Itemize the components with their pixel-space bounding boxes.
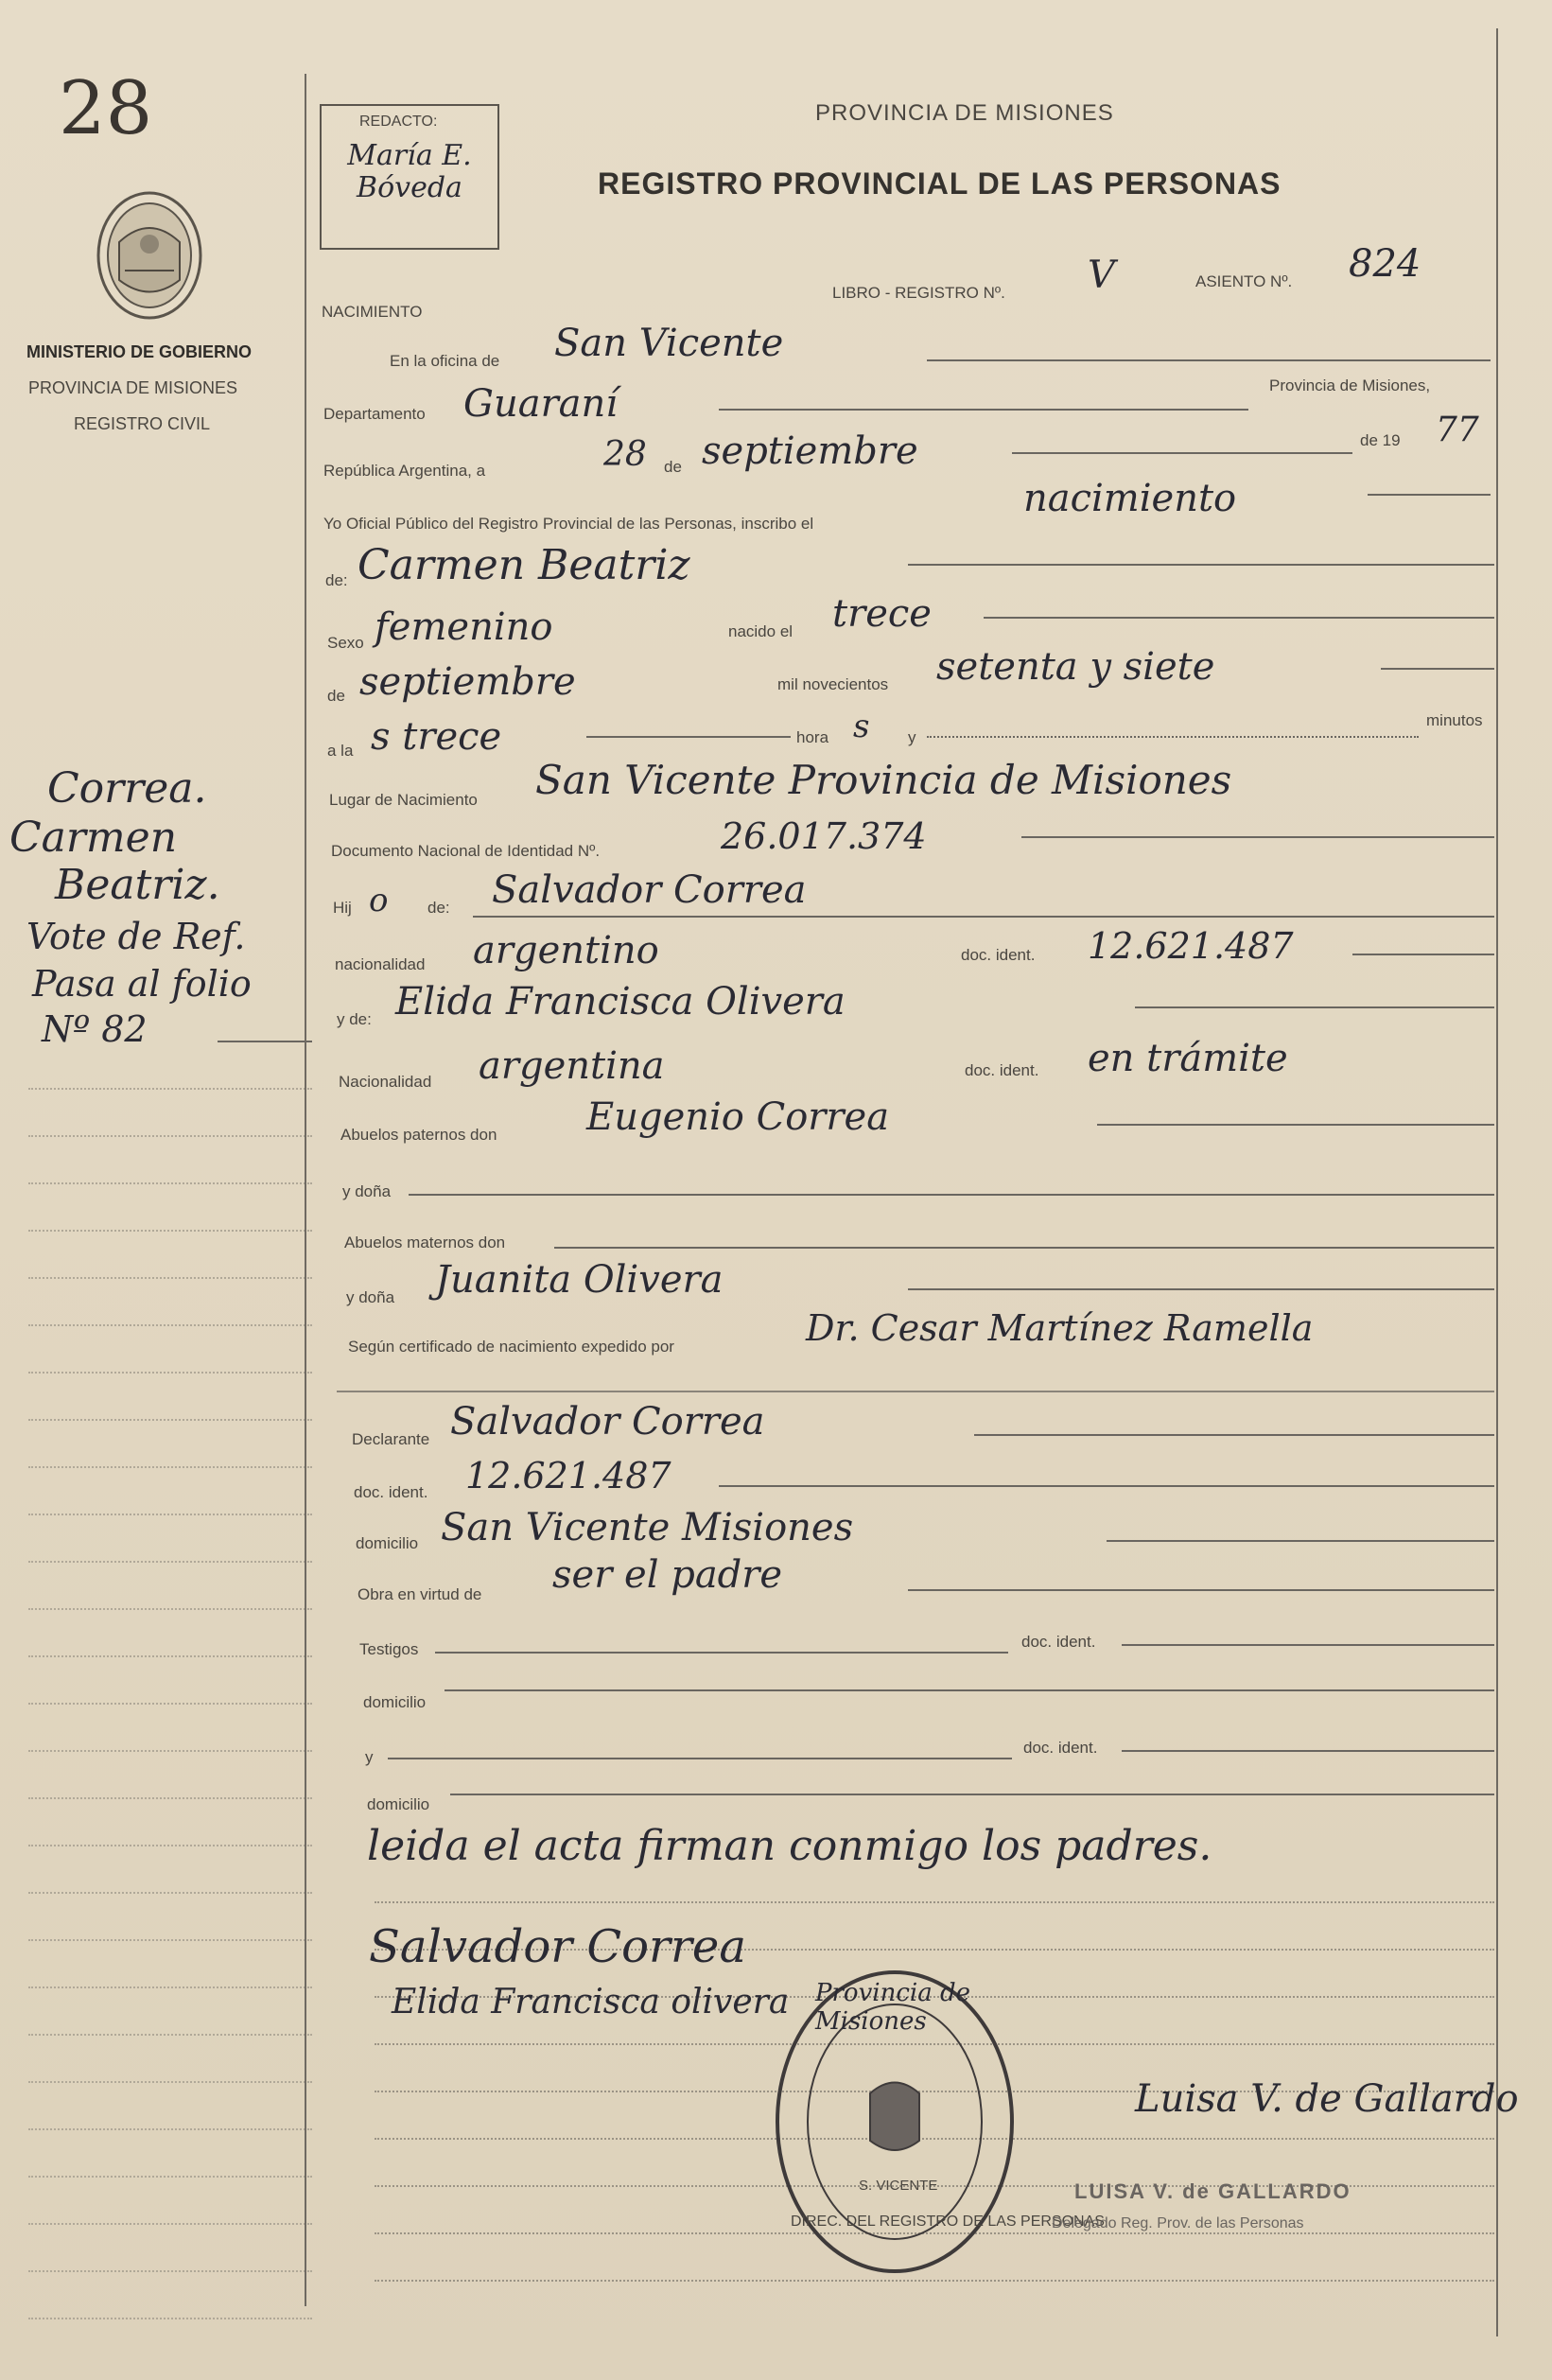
lugar-label: Lugar de Nacimiento: [329, 791, 478, 809]
header-province: PROVINCIA DE MISIONES: [815, 100, 1114, 126]
doc-madre-value: en trámite: [1088, 1037, 1288, 1080]
margin-rule: [28, 1277, 312, 1279]
margin-note-surname: Correa.: [47, 764, 207, 813]
ydona2-label: y doña: [346, 1288, 395, 1306]
nac-padre-value: argentino: [473, 929, 659, 972]
margin-rule: [28, 1892, 312, 1894]
coat-of-arms-icon: [91, 185, 208, 325]
redacto-label: REDACTO:: [359, 114, 438, 130]
margin-rule: [28, 2081, 312, 2083]
test-doc2-label: doc. ident.: [1023, 1739, 1098, 1757]
ab-mat-label: Abuelos maternos don: [344, 1234, 506, 1251]
signature-father: Salvador Correa: [369, 1920, 746, 1973]
sexo-label: Sexo: [327, 634, 364, 652]
fecha-anio: 77: [1436, 411, 1479, 449]
ab-mat-dona-value: Juanita Olivera: [435, 1258, 724, 1302]
nacido-anio: setenta y siete: [936, 645, 1215, 689]
margin-note-name1: Carmen: [9, 814, 178, 862]
margin-rule: [28, 1419, 312, 1421]
margin-rule: [28, 1655, 312, 1657]
margin-rule: [28, 2034, 312, 2036]
form-right-border: [1496, 28, 1498, 2336]
ministry-line1: MINISTERIO DE GOBIERNO: [26, 342, 253, 361]
fill-line: [1122, 1750, 1494, 1752]
stamp-center-text: S. VICENTE: [859, 2178, 938, 2194]
fill-line: [1107, 1540, 1494, 1542]
fill-line: [1381, 668, 1494, 670]
official-title: Delegado Reg. Prov. de las Personas: [1052, 2215, 1304, 2231]
blank-rule: [375, 1901, 1494, 1903]
fecha-de19-label: de 19: [1360, 431, 1401, 449]
nacido-dia: trece: [832, 592, 932, 636]
fill-line: [1122, 1644, 1494, 1646]
provincia-label: Provincia de Misiones,: [1269, 376, 1431, 394]
fill-line: [1097, 1124, 1494, 1126]
fill-line: [450, 1794, 1494, 1795]
y2-label: y: [365, 1748, 374, 1766]
section-divider: [337, 1391, 1494, 1392]
margin-note-ref: Vote de Ref.: [26, 916, 246, 957]
margin-rule: [28, 1608, 312, 1610]
margin-rule: [28, 1324, 312, 1326]
ala-value: s trece: [371, 715, 502, 759]
margin-rule: [28, 2223, 312, 2225]
dni-value: 26.017.374: [721, 815, 927, 857]
fill-line: [388, 1758, 1012, 1759]
nombre-value: Carmen Beatriz: [357, 541, 690, 589]
oficina-label: En la oficina de: [390, 352, 500, 370]
minutos-label: minutos: [1426, 711, 1483, 729]
dec-doc-label: doc. ident.: [354, 1483, 428, 1501]
madre-value: Elida Francisca Olivera: [395, 980, 846, 1024]
y-label: y: [908, 728, 916, 746]
milnov-label: mil novecientos: [777, 675, 889, 693]
margin-rule: [28, 1372, 312, 1374]
fill-line: [984, 617, 1494, 619]
obra-label: Obra en virtud de: [357, 1585, 482, 1603]
stamp-inner-text: DIREC. DEL REGISTRO DE LAS PERSONAS: [791, 2214, 1105, 2230]
libro-label: LIBRO - REGISTRO Nº.: [832, 284, 1005, 302]
fill-line: [554, 1247, 1494, 1249]
margin-rule: [28, 2176, 312, 2178]
fecha-dia: 28: [603, 435, 647, 474]
margin-rule: [28, 1088, 312, 1090]
sexo-value: femenino: [375, 605, 553, 649]
dom2-label: domicilio: [363, 1693, 427, 1711]
test-doc-label: doc. ident.: [1021, 1633, 1096, 1651]
fill-line: [927, 736, 1419, 738]
signature-official: Luisa V. de Gallardo: [1135, 2077, 1519, 2121]
asiento-label: ASIENTO Nº.: [1195, 272, 1293, 290]
inscribo-value: nacimiento: [1023, 477, 1237, 520]
official-stamp: [772, 1966, 1105, 2278]
ala-label: a la: [327, 742, 354, 760]
hijo-suffix: o: [369, 882, 389, 919]
margin-rule: [28, 1230, 312, 1232]
margin-rule: [28, 2128, 312, 2130]
fill-line: [974, 1434, 1494, 1436]
fill-line: [473, 916, 1494, 918]
oficina-value: San Vicente: [554, 322, 784, 365]
margin-rule: [28, 1939, 312, 1941]
testigos-label: Testigos: [359, 1640, 419, 1658]
cert-label: Según certificado de nacimiento expedido por: [348, 1338, 674, 1356]
margin-rule: [28, 1703, 312, 1705]
margin-rule: [28, 2270, 312, 2272]
nac-padre-label: nacionalidad: [335, 955, 426, 973]
cert-value: Dr. Cesar Martínez Ramella: [806, 1307, 1314, 1349]
obra-value: ser el padre: [552, 1553, 783, 1597]
asiento-value: 824: [1349, 242, 1421, 286]
dec-doc-value: 12.621.487: [465, 1455, 671, 1496]
margin-note-name2: Beatriz.: [55, 861, 220, 909]
header-title: REGISTRO PROVINCIAL DE LAS PERSONAS: [598, 166, 1282, 201]
fill-line: [719, 409, 1248, 411]
margin-note-folio: Pasa al folio: [32, 963, 252, 1005]
nac-madre-label: Nacionalidad: [339, 1073, 432, 1091]
margin-rule: [28, 1986, 312, 1988]
margin-note-folio-number: Nº 82: [42, 1008, 148, 1050]
form-left-border: [305, 74, 306, 2306]
dni-label: Documento Nacional de Identidad Nº.: [331, 842, 601, 860]
margin-underline: [218, 1041, 312, 1042]
madre-label: y de:: [337, 1010, 372, 1028]
ab-pat-label: Abuelos paternos don: [340, 1126, 497, 1144]
hora-value: s: [853, 708, 870, 745]
ministry-line3: REGISTRO CIVIL: [74, 414, 211, 433]
nac-madre-value: argentina: [479, 1044, 665, 1088]
redacto-box: [320, 104, 499, 250]
margin-rule: [28, 2318, 312, 2319]
inscribo-label: Yo Oficial Público del Registro Provincial de las Personas, inscribo el: [323, 515, 814, 533]
domicilio-value: San Vicente Misiones: [441, 1506, 854, 1549]
stamp-outer-text: Provincia de Misiones: [815, 1979, 970, 2036]
fill-line: [1021, 836, 1494, 838]
fill-line: [908, 1288, 1494, 1290]
fill-line: [409, 1194, 1494, 1196]
declarante-label: Declarante: [352, 1430, 430, 1448]
fill-line: [927, 359, 1491, 361]
fill-line: [908, 564, 1494, 566]
ab-pat-value: Eugenio Correa: [586, 1095, 890, 1139]
folio-number: 28: [59, 66, 153, 151]
fill-line: [586, 736, 791, 738]
fecha-mes: septiembre: [702, 429, 918, 473]
hijo-label: Hij: [333, 899, 352, 917]
doc-madre-label: doc. ident.: [965, 1061, 1039, 1079]
margin-rule: [28, 1561, 312, 1563]
padre-value: Salvador Correa: [492, 868, 807, 912]
republica-label: República Argentina, a: [323, 462, 486, 480]
fill-line: [719, 1485, 1494, 1487]
nacido-mes: septiembre: [359, 660, 576, 704]
departamento-label: Departamento: [323, 405, 426, 423]
record-type-label: NACIMIENTO: [322, 303, 423, 321]
leida-text: leida el acta firman conmigo los padres.: [367, 1822, 1212, 1870]
nacido-label: nacido el: [728, 622, 793, 640]
fill-line: [908, 1589, 1494, 1591]
official-name: LUISA V. de GALLARDO: [1074, 2179, 1351, 2203]
fill-line: [1012, 452, 1352, 454]
margin-rule: [28, 1845, 312, 1846]
doc-padre-value: 12.621.487: [1088, 925, 1294, 967]
redacto-name: María E. Bóveda: [347, 139, 472, 204]
margin-rule: [28, 1182, 312, 1184]
fill-line: [435, 1652, 1008, 1654]
hijo-de-label: de:: [427, 899, 450, 917]
fill-line: [1352, 954, 1494, 955]
margin-rule: [28, 1135, 312, 1137]
margin-rule: [28, 1750, 312, 1752]
ydona1-label: y doña: [342, 1182, 392, 1200]
libro-value: V: [1088, 254, 1115, 297]
margin-rule: [28, 1514, 312, 1515]
doc-padre-label: doc. ident.: [961, 946, 1036, 964]
fecha-de-label: de: [664, 458, 682, 476]
margin-rule: [28, 1466, 312, 1468]
fill-line: [1135, 1006, 1494, 1008]
blank-rule: [375, 2280, 1494, 2282]
signature-mother: Elida Francisca olivera: [392, 1983, 790, 2021]
margin-rule: [28, 1797, 312, 1799]
fill-line: [1368, 494, 1491, 496]
domicilio-label: domicilio: [356, 1534, 419, 1552]
hora-label: hora: [796, 728, 829, 746]
ministry-line2: PROVINCIA DE MISIONES: [28, 378, 238, 397]
departamento-value: Guaraní: [463, 382, 619, 426]
declarante-value: Salvador Correa: [450, 1400, 765, 1444]
fill-line: [445, 1689, 1494, 1691]
dom3-label: domicilio: [367, 1795, 430, 1813]
nacido-de-label: de: [327, 687, 345, 705]
lugar-value: San Vicente Provincia de Misiones: [535, 757, 1232, 803]
nombre-label: de:: [325, 571, 348, 589]
